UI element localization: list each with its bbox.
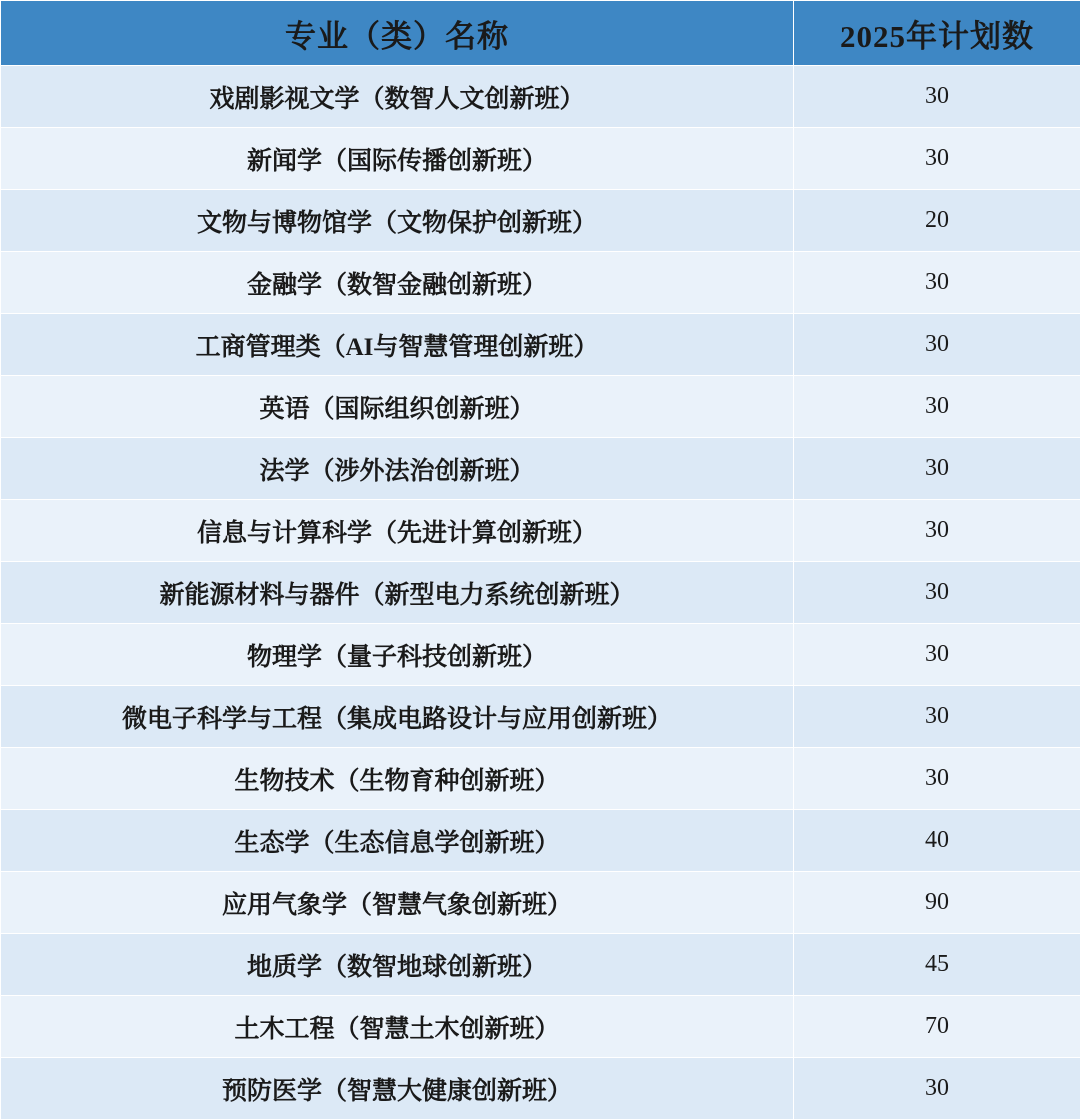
major-name-cell: 新闻学（国际传播创新班）	[1, 128, 794, 190]
table-header	[1, 1, 1080, 66]
table-row	[1, 934, 1080, 996]
plan-count-cell: 90	[794, 872, 1080, 934]
table-body	[1, 66, 1080, 1120]
major-name-cell: 新能源材料与器件（新型电力系统创新班）	[1, 562, 794, 624]
major-name-cell: 信息与计算科学（先进计算创新班）	[1, 500, 794, 562]
plan-count-cell: 30	[794, 686, 1080, 748]
plan-count-cell: 30	[794, 624, 1080, 686]
table-row	[1, 686, 1080, 748]
plan-count-cell: 70	[794, 996, 1080, 1058]
plan-count-cell: 30	[794, 376, 1080, 438]
table-row	[1, 190, 1080, 252]
major-name-cell: 应用气象学（智慧气象创新班）	[1, 872, 794, 934]
major-name-cell: 金融学（数智金融创新班）	[1, 252, 794, 314]
table-row	[1, 562, 1080, 624]
column-header-count: 2025年计划数	[794, 1, 1080, 66]
table-header-row	[1, 1, 1080, 66]
major-name-cell: 英语（国际组织创新班）	[1, 376, 794, 438]
major-name-cell: 预防医学（智慧大健康创新班）	[1, 1058, 794, 1120]
table-row	[1, 996, 1080, 1058]
major-name-cell: 戏剧影视文学（数智人文创新班）	[1, 66, 794, 128]
table-row	[1, 872, 1080, 934]
major-name-cell: 法学（涉外法治创新班）	[1, 438, 794, 500]
table-row	[1, 748, 1080, 810]
plan-count-cell: 30	[794, 562, 1080, 624]
major-name-cell: 微电子科学与工程（集成电路设计与应用创新班）	[1, 686, 794, 748]
column-header-major: 专业（类）名称	[1, 1, 794, 66]
major-name-cell: 生物技术（生物育种创新班）	[1, 748, 794, 810]
table-row	[1, 438, 1080, 500]
plan-count-cell: 40	[794, 810, 1080, 872]
major-name-cell: 物理学（量子科技创新班）	[1, 624, 794, 686]
major-name-cell: 地质学（数智地球创新班）	[1, 934, 794, 996]
table-row	[1, 500, 1080, 562]
table-row	[1, 624, 1080, 686]
plan-count-cell: 30	[794, 128, 1080, 190]
major-name-cell: 土木工程（智慧土木创新班）	[1, 996, 794, 1058]
table-row	[1, 810, 1080, 872]
table-row	[1, 252, 1080, 314]
major-name-cell: 文物与博物馆学（文物保护创新班）	[1, 190, 794, 252]
table-row	[1, 1058, 1080, 1120]
plan-count-cell: 45	[794, 934, 1080, 996]
plan-count-cell: 30	[794, 438, 1080, 500]
plan-count-cell: 30	[794, 252, 1080, 314]
table-row	[1, 376, 1080, 438]
major-name-cell: 生态学（生态信息学创新班）	[1, 810, 794, 872]
plan-count-cell: 30	[794, 66, 1080, 128]
plan-count-cell: 20	[794, 190, 1080, 252]
plan-count-cell: 30	[794, 748, 1080, 810]
plan-count-cell: 30	[794, 1058, 1080, 1120]
plan-count-cell: 30	[794, 500, 1080, 562]
table-row	[1, 128, 1080, 190]
plan-count-cell: 30	[794, 314, 1080, 376]
table-row	[1, 314, 1080, 376]
major-name-cell: 工商管理类（AI与智慧管理创新班）	[1, 314, 794, 376]
table-row	[1, 66, 1080, 128]
